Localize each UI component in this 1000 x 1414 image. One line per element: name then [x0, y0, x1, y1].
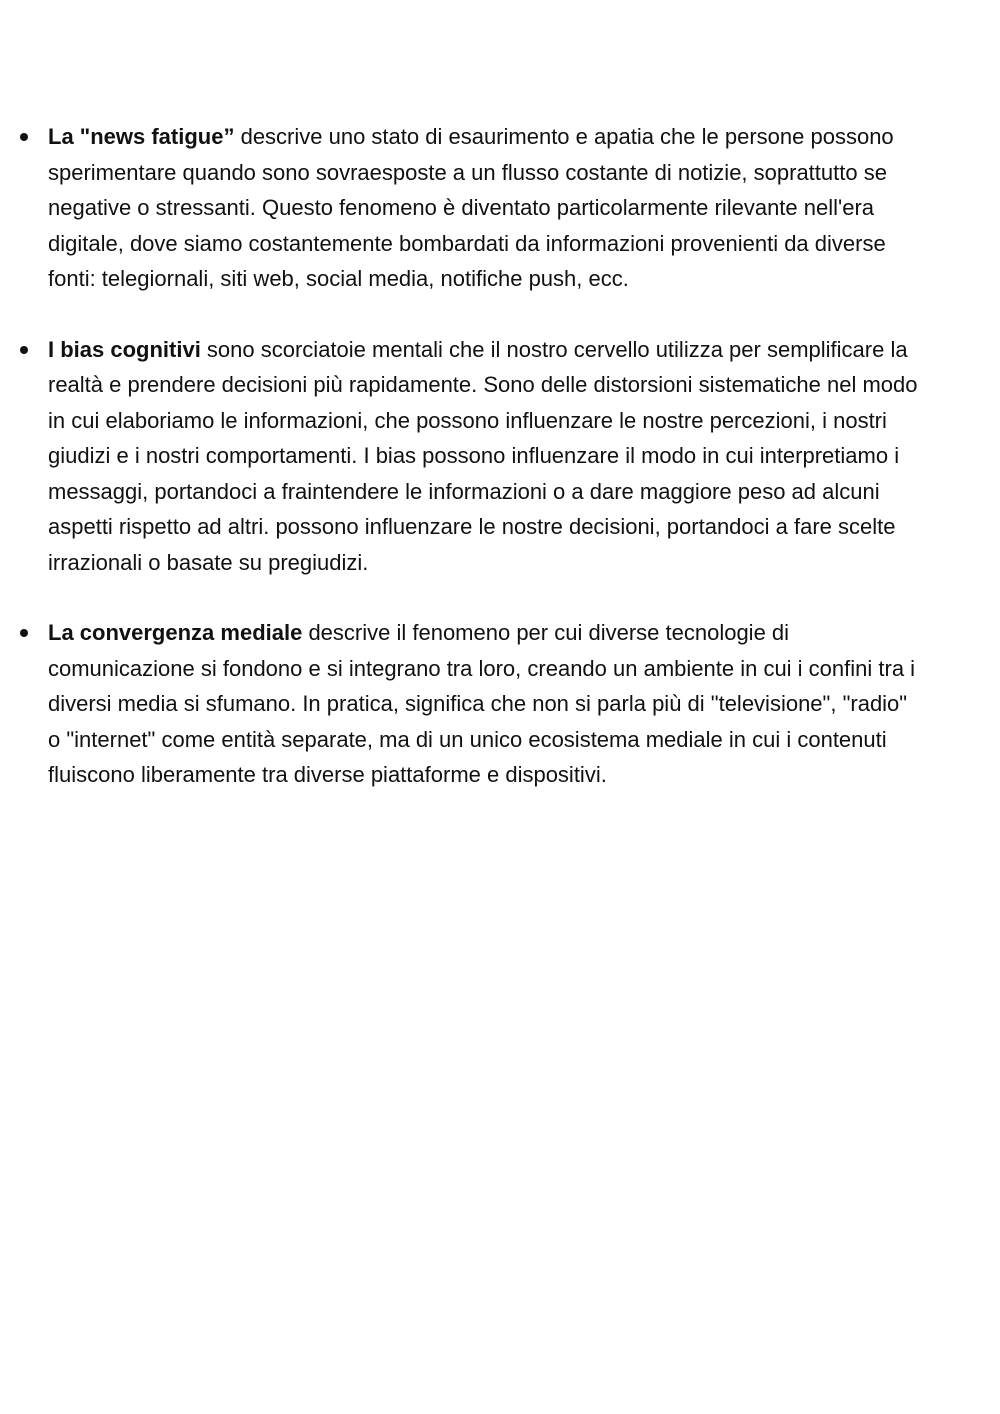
bullet-icon	[20, 133, 28, 141]
definition-news-fatigue: descrive uno stato di esaurimento e apatia che le persone possono sperimentare quando sono sovraesposte a un flusso costante di notizie, soprattutto se negative o stressanti. Questo fenomeno è diventato particolarmente rilevante nell'era digitale, dove siamo costantemente bombardati da informazioni provenienti da diverse fonti: telegiornali, siti web, social media, notifiche push, ecc.	[48, 124, 894, 291]
bullet-list	[20, 119, 920, 828]
list-item-bias-cognitivi	[20, 332, 920, 581]
term-convergenza-mediale: La convergenza mediale	[48, 620, 303, 645]
bullet-icon	[20, 346, 28, 354]
bullet-icon	[20, 629, 28, 637]
list-item-news-fatigue	[20, 119, 920, 297]
definition-bias-cognitivi: sono scorciatoie mentali che il nostro cervello utilizza per semplificare la realtà e prendere decisioni più rapidamente. Sono delle distorsioni sistematiche nel modo in cui elaboriamo le informazioni, che possono influenzare le nostre percezioni, i nostri giudizi e i nostri comportamenti. I bias possono influenzare il modo in cui interpretiamo i messaggi, portandoci a fraintendere le informazioni o a dare maggiore peso ad alcuni aspetti rispetto ad altri. possono influenzare le nostre decisioni, portandoci a fare scelte irrazionali o basate su pregiudizi.	[48, 336, 918, 575]
term-news-fatigue: La "news fatigue”	[48, 124, 235, 149]
definition-convergenza-mediale: descrive il fenomeno per cui diverse tecnologie di comunicazione si fondono e si integrano tra loro, creando un ambiente in cui i confini tra i diversi media si sfumano. In pratica, significa che non si parla più di "televisione", "radio" o "internet" come entità separate, ma di un unico ecosistema mediale in cui i contenuti fluiscono liberamente tra diverse piattaforme e dispositivi.	[48, 620, 916, 787]
list-item-convergenza-mediale	[20, 615, 920, 793]
term-bias-cognitivi: I bias cognitivi	[48, 336, 201, 362]
